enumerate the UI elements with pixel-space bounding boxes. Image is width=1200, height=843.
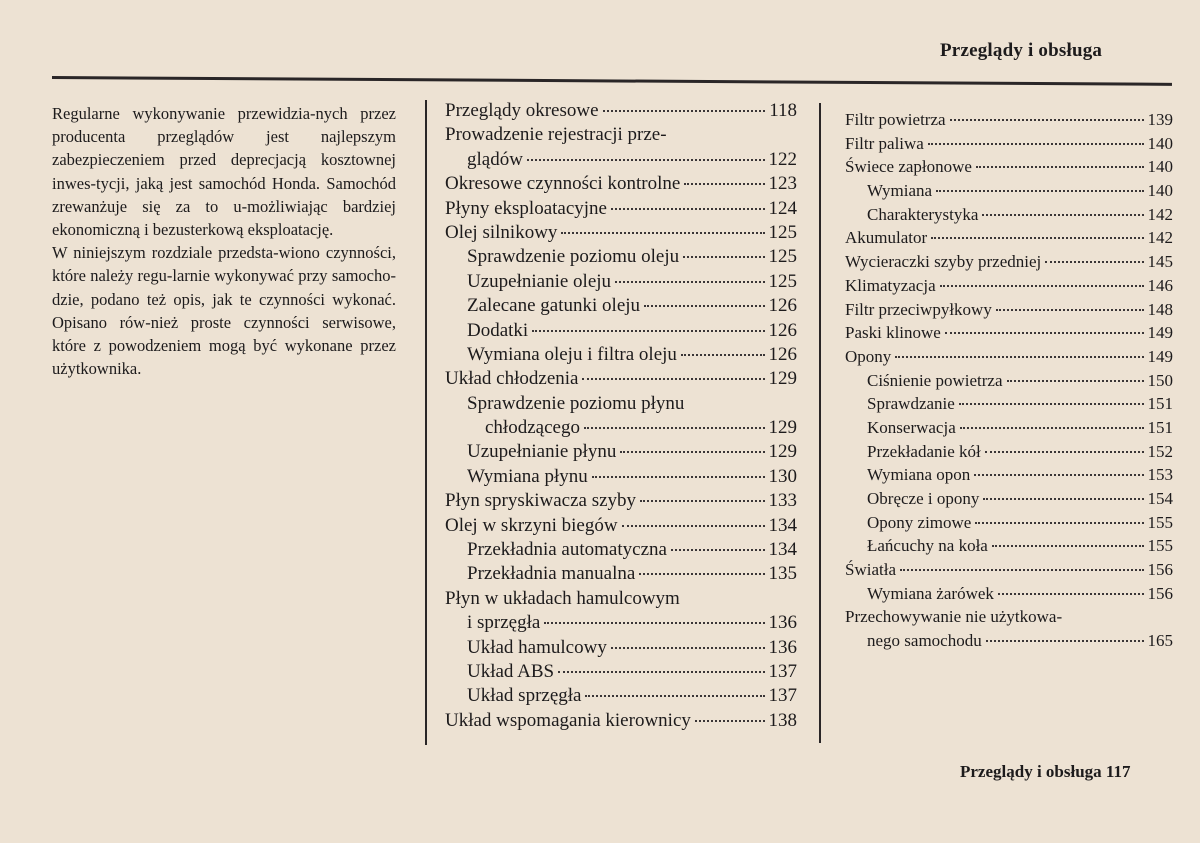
toc-entry-page: 126 (768, 319, 797, 341)
toc-entry (445, 197, 797, 221)
toc-entry-label: glądów (467, 148, 523, 170)
toc-entry (445, 270, 797, 294)
page-footer (960, 762, 1130, 782)
toc-entry-page: 139 (1147, 110, 1173, 129)
dot-leader (615, 281, 764, 283)
dot-leader (671, 549, 765, 551)
toc-entry-page: 129 (768, 368, 797, 390)
toc-entry-label: Wymiana (867, 181, 933, 201)
toc-entry (445, 367, 797, 391)
page-number: 117 (1105, 762, 1131, 781)
dot-leader (940, 285, 1144, 287)
dot-leader (640, 500, 764, 502)
toc-entry (445, 587, 797, 611)
toc-entry-label: Wycieraczki szyby przedniej (845, 252, 1042, 272)
toc-entry-page: 137 (768, 685, 797, 707)
toc-entry-label: Wymiana płynu (467, 465, 588, 487)
toc-entry-label: Światła (845, 560, 896, 580)
dot-leader (611, 208, 765, 210)
toc-entry-label: Konserwacja (867, 417, 956, 437)
toc-entry-page: 156 (1147, 583, 1173, 603)
toc-entry (845, 487, 1173, 511)
dot-leader (998, 593, 1144, 595)
dot-leader (683, 256, 764, 258)
toc-entry-label: Paski klinowe (845, 323, 941, 343)
toc-entry-label: Charakterystyka (867, 204, 979, 224)
toc-entry-page: 142 (1147, 228, 1173, 248)
toc-entry (445, 99, 797, 123)
toc-entry-page: 136 (768, 636, 797, 658)
toc-entry-label: Płyny eksploatacyjne (445, 197, 607, 219)
toc-entry-page: 133 (768, 490, 797, 512)
toc-entry-label: Układ hamulcowy (467, 636, 607, 658)
toc-entry-label: Filtr przeciwpyłkowy (845, 299, 992, 319)
toc-entry-label: Przechowywanie nie użytkowa- (845, 607, 1063, 627)
toc-entry (445, 709, 797, 733)
intro-paragraph-2: W niniejszym rozdziale przedsta-wiono czynności, które należy regu-larnie wykonywać przy samocho-dzie, podano też opis, jak te czynności wykonać. Opisano rów-nież proste czynności serwisowe, które z powodzeniem mogą być wykonane przez użytkownika. (52, 243, 396, 379)
dot-leader (983, 498, 1143, 500)
toc-entry-label: Świece zapłonowe (845, 157, 972, 177)
toc-entry-label: Wymiana opon (867, 465, 971, 485)
toc-entry-label: Prowadzenie rejestracji prze- (445, 124, 667, 146)
toc-entry (445, 294, 797, 318)
toc-entry (845, 250, 1173, 274)
toc-entry (445, 319, 797, 343)
toc-entry (845, 155, 1173, 179)
toc-entry-label: Klimatyzacja (845, 275, 936, 295)
intro-text (52, 102, 396, 380)
toc-entry-label: Płyn spryskiwacza szyby (445, 490, 637, 512)
dot-leader (644, 305, 764, 307)
toc-entry-label: Uzupełnianie płynu (467, 441, 617, 463)
toc-entry (445, 489, 797, 513)
toc-entry-page: 154 (1147, 489, 1173, 508)
toc-entry (845, 511, 1173, 535)
toc-entry-label: Wymiana oleju i filtra oleju (467, 343, 677, 365)
toc-entry (845, 629, 1173, 653)
toc-entry (445, 636, 797, 660)
toc-entry-page: 125 (768, 246, 797, 268)
dot-leader (544, 622, 764, 624)
toc-entry (845, 582, 1173, 606)
dot-leader (985, 451, 1144, 453)
toc-entry (445, 148, 797, 172)
toc-entry-page: 130 (768, 465, 797, 487)
dot-leader (639, 573, 764, 575)
toc-entry-page: 165 (1147, 631, 1173, 651)
toc-entry-page: 134 (768, 539, 797, 561)
toc-entry-page: 155 (1147, 536, 1173, 556)
toc-entry-label: Sprawdzenie poziomu płynu (467, 392, 685, 414)
column-divider-left (425, 100, 427, 745)
toc-entry-label: Przeglądy okresowe (445, 100, 599, 121)
footer-section-title: Przeglądy i obsługa (960, 762, 1102, 781)
column-divider-right (819, 103, 821, 743)
toc-entry (445, 123, 797, 147)
dot-leader (974, 474, 1143, 476)
toc-entry-page: 135 (768, 563, 797, 585)
toc-entry-page: 140 (1147, 133, 1173, 153)
toc-entry (845, 605, 1173, 629)
dot-leader (695, 720, 765, 722)
toc-entry (845, 440, 1173, 464)
toc-entry (445, 660, 797, 684)
dot-leader (603, 110, 766, 112)
toc-entry-label: Dodatki (467, 319, 529, 341)
dot-leader (622, 525, 765, 527)
toc-entry (845, 534, 1173, 558)
toc-entry (445, 416, 797, 440)
toc-entry-label: Ciśnienie powietrza (867, 370, 1003, 390)
dot-leader (975, 522, 1143, 524)
toc-entry (845, 558, 1173, 582)
toc-entry-page: 129 (768, 417, 797, 439)
dot-leader (611, 647, 765, 649)
toc-entry-label: i sprzęgła (467, 612, 541, 634)
toc-entry (845, 345, 1173, 369)
dot-leader (527, 159, 765, 161)
toc-entry-page: 138 (768, 709, 797, 731)
toc-entry (845, 179, 1173, 203)
toc-entry-label: Obręcze i opony (867, 489, 980, 508)
toc-entry-label: Okresowe czynności kontrolne (445, 173, 681, 195)
toc-entry-page: 156 (1147, 560, 1173, 580)
toc-middle-column (445, 99, 797, 733)
header-rule (52, 76, 1172, 86)
toc-entry-page: 150 (1147, 370, 1173, 390)
toc-entry-page: 151 (1147, 394, 1173, 414)
toc-entry-page: 140 (1147, 181, 1173, 201)
dot-leader (684, 183, 764, 185)
dot-leader (681, 354, 765, 356)
toc-right-column (845, 108, 1173, 653)
toc-entry-label: Filtr paliwa (845, 133, 924, 153)
toc-entry-page: 146 (1147, 275, 1173, 295)
dot-leader (585, 695, 764, 697)
toc-entry-page: 136 (768, 612, 797, 634)
dot-leader (895, 356, 1143, 358)
toc-entry (845, 463, 1173, 487)
dot-leader (982, 214, 1143, 216)
toc-entry (445, 684, 797, 708)
dot-leader (931, 237, 1143, 239)
dot-leader (936, 190, 1143, 192)
dot-leader (900, 569, 1144, 571)
toc-entry-label: Przekładnia automatyczna (467, 539, 667, 561)
toc-entry-label: Akumulator (845, 228, 928, 248)
dot-leader (532, 330, 764, 332)
toc-entry (445, 538, 797, 562)
toc-entry (445, 562, 797, 586)
toc-entry-label: Sprawdzanie (867, 394, 955, 414)
dot-leader (976, 166, 1144, 168)
toc-entry-label: Olej silnikowy (445, 221, 558, 243)
toc-entry-page: 152 (1147, 441, 1173, 461)
toc-entry-page: 126 (768, 343, 797, 365)
dot-leader (592, 476, 765, 478)
toc-entry-page: 140 (1147, 157, 1173, 177)
toc-entry-page: 153 (1147, 465, 1173, 485)
toc-entry (845, 203, 1173, 227)
toc-entry-label: nego samochodu (867, 631, 982, 651)
toc-entry-label: Olej w skrzyni biegów (445, 514, 618, 536)
toc-entry-label: Opony zimowe (867, 512, 972, 532)
toc-entry (445, 465, 797, 489)
toc-entry (845, 226, 1173, 250)
toc-entry-label: Płyn w układach hamulcowym (445, 587, 680, 609)
dot-leader (986, 640, 1144, 642)
toc-entry-label: Opony (845, 346, 892, 366)
toc-entry (445, 514, 797, 538)
dot-leader (960, 427, 1144, 429)
toc-entry-page: 142 (1147, 204, 1173, 224)
toc-entry-label: Układ chłodzenia (445, 368, 579, 390)
toc-entry-page: 151 (1147, 417, 1173, 437)
toc-entry (845, 416, 1173, 440)
toc-entry (445, 221, 797, 245)
toc-entry (845, 298, 1173, 322)
toc-entry (845, 369, 1173, 393)
toc-entry-page: 149 (1147, 346, 1173, 366)
toc-entry-label: Filtr powietrza (845, 110, 946, 129)
dot-leader (959, 403, 1144, 405)
toc-entry-label: Zalecane gatunki oleju (467, 295, 641, 317)
toc-entry (445, 343, 797, 367)
toc-entry (445, 611, 797, 635)
toc-entry (445, 245, 797, 269)
toc-entry-label: Przekładnia manualna (467, 563, 636, 585)
toc-entry-page: 123 (768, 173, 797, 195)
toc-entry (845, 108, 1173, 132)
dot-leader (1007, 380, 1144, 382)
toc-entry-page: 129 (768, 441, 797, 463)
intro-paragraph-1: Regularne wykonywanie przewidzia-nych przez producenta przeglądów jest najlepszym zabezpieczeniem przed deprecjacją kosztownej inwes-tycji, jaką jest samochód Honda. Samochód zrewanżuje się za to u-możliwiając bardziej ekonomiczną i bezusterkową eksploatację. (52, 104, 396, 240)
toc-entry-label: Uzupełnianie oleju (467, 270, 612, 292)
toc-entry-page: 126 (768, 295, 797, 317)
dot-leader (992, 545, 1144, 547)
toc-entry-page: 149 (1147, 323, 1173, 343)
toc-entry-label: Sprawdzenie poziomu oleju (467, 246, 680, 268)
toc-entry-label: Łańcuchy na koła (867, 536, 988, 556)
toc-entry (445, 392, 797, 416)
dot-leader (928, 143, 1144, 145)
toc-entry-page: 122 (768, 148, 797, 170)
toc-entry-page: 125 (768, 270, 797, 292)
dot-leader (584, 427, 765, 429)
dot-leader (558, 671, 764, 673)
toc-entry (845, 274, 1173, 298)
toc-entry (845, 392, 1173, 416)
toc-entry (845, 321, 1173, 345)
toc-entry-label: Układ wspomagania kierownicy (445, 709, 691, 731)
toc-entry-label: Układ ABS (467, 660, 555, 682)
toc-entry-label: chłodzącego (485, 417, 580, 439)
toc-entry-page: 125 (768, 221, 797, 243)
toc-entry-page: 137 (768, 660, 797, 682)
toc-entry-page: 155 (1147, 512, 1173, 532)
toc-entry-label: Wymiana żarówek (867, 583, 994, 603)
toc-entry-label: Układ sprzęgła (467, 685, 582, 707)
toc-entry-page: 118 (769, 100, 797, 121)
running-header: Przeglądy i obsługa (940, 40, 1103, 61)
dot-leader (582, 378, 764, 380)
toc-entry (445, 440, 797, 464)
toc-entry-page: 145 (1147, 252, 1173, 272)
dot-leader (1045, 261, 1143, 263)
toc-entry-page: 134 (768, 514, 797, 536)
dot-leader (950, 119, 1144, 121)
toc-entry (445, 172, 797, 196)
toc-entry-page: 124 (768, 197, 797, 219)
toc-entry (845, 132, 1173, 156)
dot-leader (996, 309, 1144, 311)
dot-leader (945, 332, 1144, 334)
toc-entry-page: 148 (1147, 299, 1173, 319)
dot-leader (620, 451, 764, 453)
toc-entry-label: Przekładanie kół (867, 441, 981, 461)
dot-leader (561, 232, 764, 234)
